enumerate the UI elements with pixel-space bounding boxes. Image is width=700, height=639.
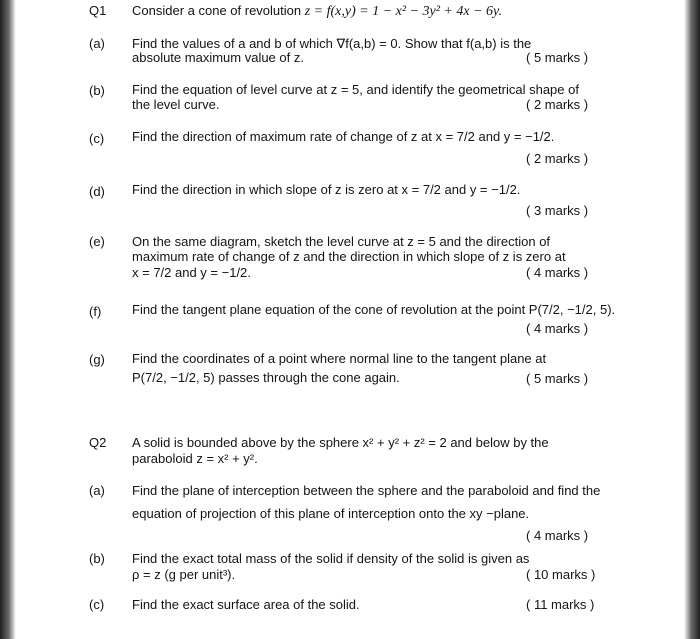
q1-part-f-label: (f) xyxy=(89,304,102,319)
q1-part-a-line1: Find the values of a and b of which ∇f(a,b) = 0. Show that f(a,b) is the xyxy=(132,36,532,51)
right-shadow-edge xyxy=(684,0,700,639)
q1-part-g-line2: P(7/2, −1/2, 5) passes through the cone again. xyxy=(132,370,400,385)
q1-part-e-label: (e) xyxy=(89,234,105,249)
question-2-intro-line1: A solid is bounded above by the sphere x² + y² + z² = 2 and below by the xyxy=(132,435,549,450)
q1-part-c-label: (c) xyxy=(89,131,105,146)
q1-part-d-line1: Find the direction in which slope of z is zero at x = 7/2 and y = −1/2. xyxy=(132,182,521,197)
question-2-intro-line2: paraboloid z = x² + y². xyxy=(132,451,258,466)
q1-part-c-line1: Find the direction of maximum rate of change of z at x = 7/2 and y = −1/2. xyxy=(132,129,555,144)
q2-part-b-line2: ρ = z (g per unit³). xyxy=(132,567,236,582)
q1-part-f-line1: Find the tangent plane equation of the cone of revolution at the point P(7/2, −1/2, 5). xyxy=(132,302,616,317)
question-1-label: Q1 xyxy=(89,3,107,18)
question-2-label: Q2 xyxy=(89,435,107,450)
q1-part-d-marks: ( 3 marks ) xyxy=(526,203,589,218)
q2-part-c-line1: Find the exact surface area of the solid. xyxy=(132,597,360,612)
q1-part-e-line2: maximum rate of change of z and the direction in which slope of z is zero at xyxy=(132,249,566,264)
q1-part-g-label: (g) xyxy=(89,352,105,367)
q2-part-a-marks: ( 4 marks ) xyxy=(526,528,589,543)
q2-part-a-label: (a) xyxy=(89,483,105,498)
q2-part-a-line2: equation of projection of this plane of interception onto the xy −plane. xyxy=(132,506,530,521)
q2-part-c-marks: ( 11 marks ) xyxy=(526,597,595,612)
q1-part-a-marks: ( 5 marks ) xyxy=(526,50,589,65)
q1-part-b-label: (b) xyxy=(89,83,105,98)
q1-part-g-marks: ( 5 marks ) xyxy=(526,371,589,386)
q1-part-f-marks: ( 4 marks ) xyxy=(526,321,589,336)
q2-part-b-line1: Find the exact total mass of the solid if density of the solid is given as xyxy=(132,551,530,566)
q2-part-a-line1: Find the plane of interception between the sphere and the paraboloid and find the xyxy=(132,483,601,498)
q1-part-d-label: (d) xyxy=(89,184,105,199)
left-shadow-edge xyxy=(0,0,16,639)
q2-part-c-label: (c) xyxy=(89,597,105,612)
q1-part-g-line1: Find the coordinates of a point where normal line to the tangent plane at xyxy=(132,351,547,366)
q1-part-b-marks: ( 2 marks ) xyxy=(526,97,589,112)
q1-part-e-line3: x = 7/2 and y = −1/2. xyxy=(132,265,251,280)
question-1-equation: z = f(x,y) = 1 − x² − 3y² + 4x − 6y. xyxy=(304,4,502,19)
q1-part-e-marks: ( 4 marks ) xyxy=(526,265,589,280)
q1-part-b-line1: Find the equation of level curve at z = 5, and identify the geometrical shape of xyxy=(132,82,579,97)
q1-part-a-line2: absolute maximum value of z. xyxy=(132,50,304,65)
q2-part-b-marks: ( 10 marks ) xyxy=(526,567,596,582)
q1-part-b-line2: the level curve. xyxy=(132,97,220,112)
q1-part-e-line1: On the same diagram, sketch the level curve at z = 5 and the direction of xyxy=(132,234,551,249)
q2-part-b-label: (b) xyxy=(89,551,105,566)
question-1-intro-text: Consider a cone of revolution xyxy=(132,3,302,18)
q1-part-a-label: (a) xyxy=(89,36,105,51)
question-1-intro xyxy=(132,3,502,19)
q1-part-c-marks: ( 2 marks ) xyxy=(526,151,589,166)
